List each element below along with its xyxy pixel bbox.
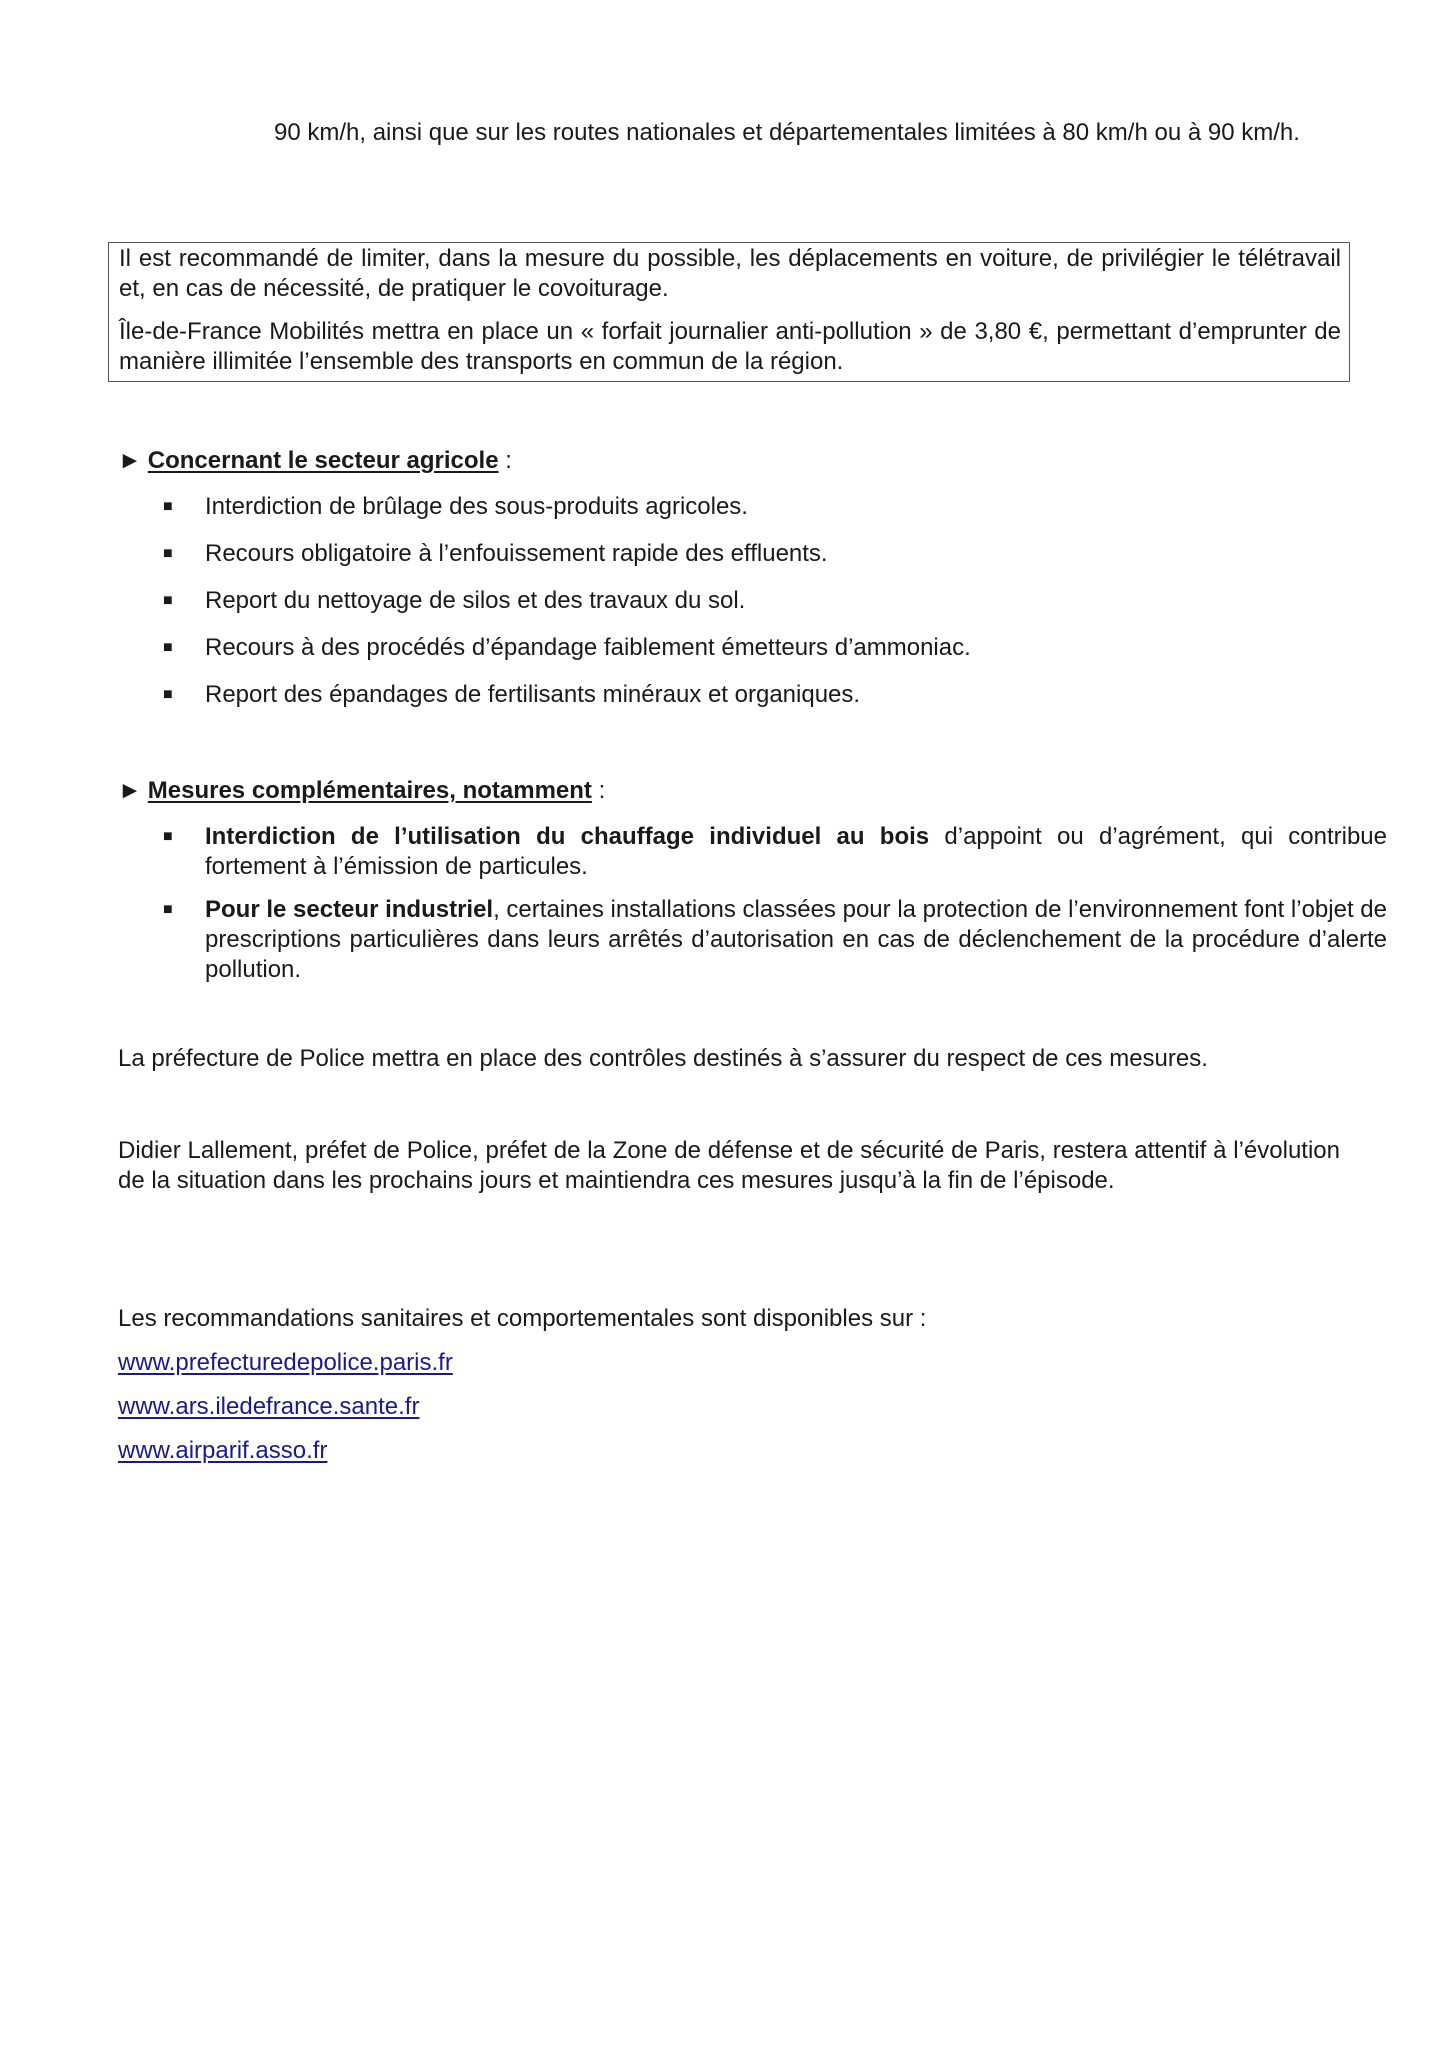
square-bullet-icon: ■ (163, 498, 173, 515)
agri-heading (118, 446, 512, 476)
agri-heading-colon: : (498, 447, 512, 474)
agri-measures-list (160, 492, 1340, 727)
square-bullet-icon: ■ (163, 592, 173, 609)
recommendations-paragraph: Les recommandations sanitaires et comportementales sont disponibles sur : (118, 1305, 927, 1332)
square-bullet-icon: ■ (163, 828, 173, 845)
recommendation-box (108, 242, 1350, 382)
list-item-bold: Interdiction de l’utilisation du chauffage individuel au bois (205, 823, 930, 850)
list-item (160, 895, 1387, 985)
list-item-text: Recours obligatoire à l’enfouissement rapide des effluents. (205, 540, 828, 567)
extra-heading-colon: : (591, 777, 606, 804)
square-bullet-icon: ■ (163, 639, 173, 656)
prefect-paragraph: Didier Lallement, préfet de Police, préfet de la Zone de défense et de sécurité de Paris, restera attentif à l’évolution de la situation dans les prochains jours et maintiendra ces mesures jusqu’à la fin de l’épisode. (118, 1137, 1340, 1194)
link-airparif[interactable]: www.airparif.asso.fr (118, 1437, 328, 1464)
link-prefecture[interactable]: www.prefecturedepolice.paris.fr (118, 1349, 453, 1376)
list-item (160, 822, 1388, 882)
square-bullet-icon: ■ (163, 545, 173, 562)
list-item-text: Report du nettoyage de silos et des travaux du sol. (205, 587, 746, 614)
list-item-rest: , certaines installations classées pour la protection de l’environnement font l’objet de prescriptions particulières dans leurs arrêtés d’autorisation en cas de déclenchement de la procédure d’alerte pollution. (205, 896, 1387, 983)
mobility-text: Île-de-France Mobilités mettra en place un « forfait journalier anti-pollution » de 3,80 €, permettant d’emprunter de manière illimitée l’ensemble des transports en commun de la région. (119, 318, 1341, 375)
list-item (160, 492, 1340, 539)
extra-heading (118, 776, 605, 806)
list-item (160, 586, 1340, 633)
list-item-text: Interdiction de brûlage des sous-produits agricoles. (205, 493, 748, 520)
link-ars[interactable]: www.ars.iledefrance.sante.fr (118, 1393, 420, 1420)
right-pointer-icon: ► (118, 777, 142, 804)
right-pointer-icon: ► (118, 447, 142, 474)
controls-paragraph: La préfecture de Police mettra en place des contrôles destinés à s’assurer du respect de ces mesures. (118, 1045, 1208, 1072)
extra-measures-list (160, 822, 1388, 998)
square-bullet-icon: ■ (163, 901, 173, 918)
recommendation-text: Il est recommandé de limiter, dans la mesure du possible, les déplacements en voiture, de privilégier le télétravail et, en cas de nécessité, de pratiquer le covoiturage. (119, 245, 1341, 302)
list-item (160, 633, 1340, 680)
extra-heading-title: Mesures complémentaires, notamment (147, 777, 592, 804)
list-item-bold: Pour le secteur industriel (205, 896, 494, 923)
list-item-text: Recours à des procédés d’épandage faiblement émetteurs d’ammoniac. (205, 634, 971, 661)
list-item (160, 539, 1340, 586)
agri-heading-title: Concernant le secteur agricole (147, 447, 499, 474)
list-item-text (205, 822, 1387, 882)
intro-paragraph: 90 km/h, ainsi que sur les routes nationales et départementales limitées à 80 km/h ou à 90 km/h. (274, 119, 1300, 146)
square-bullet-icon: ■ (163, 686, 173, 703)
list-item-rest: d’appoint ou d’agrément, qui contribue fortement à l’émission de particules. (205, 823, 1388, 880)
list-item (160, 680, 1340, 727)
list-item-text: Report des épandages de fertilisants minéraux et organiques. (205, 681, 861, 708)
list-item-text (205, 895, 1387, 985)
